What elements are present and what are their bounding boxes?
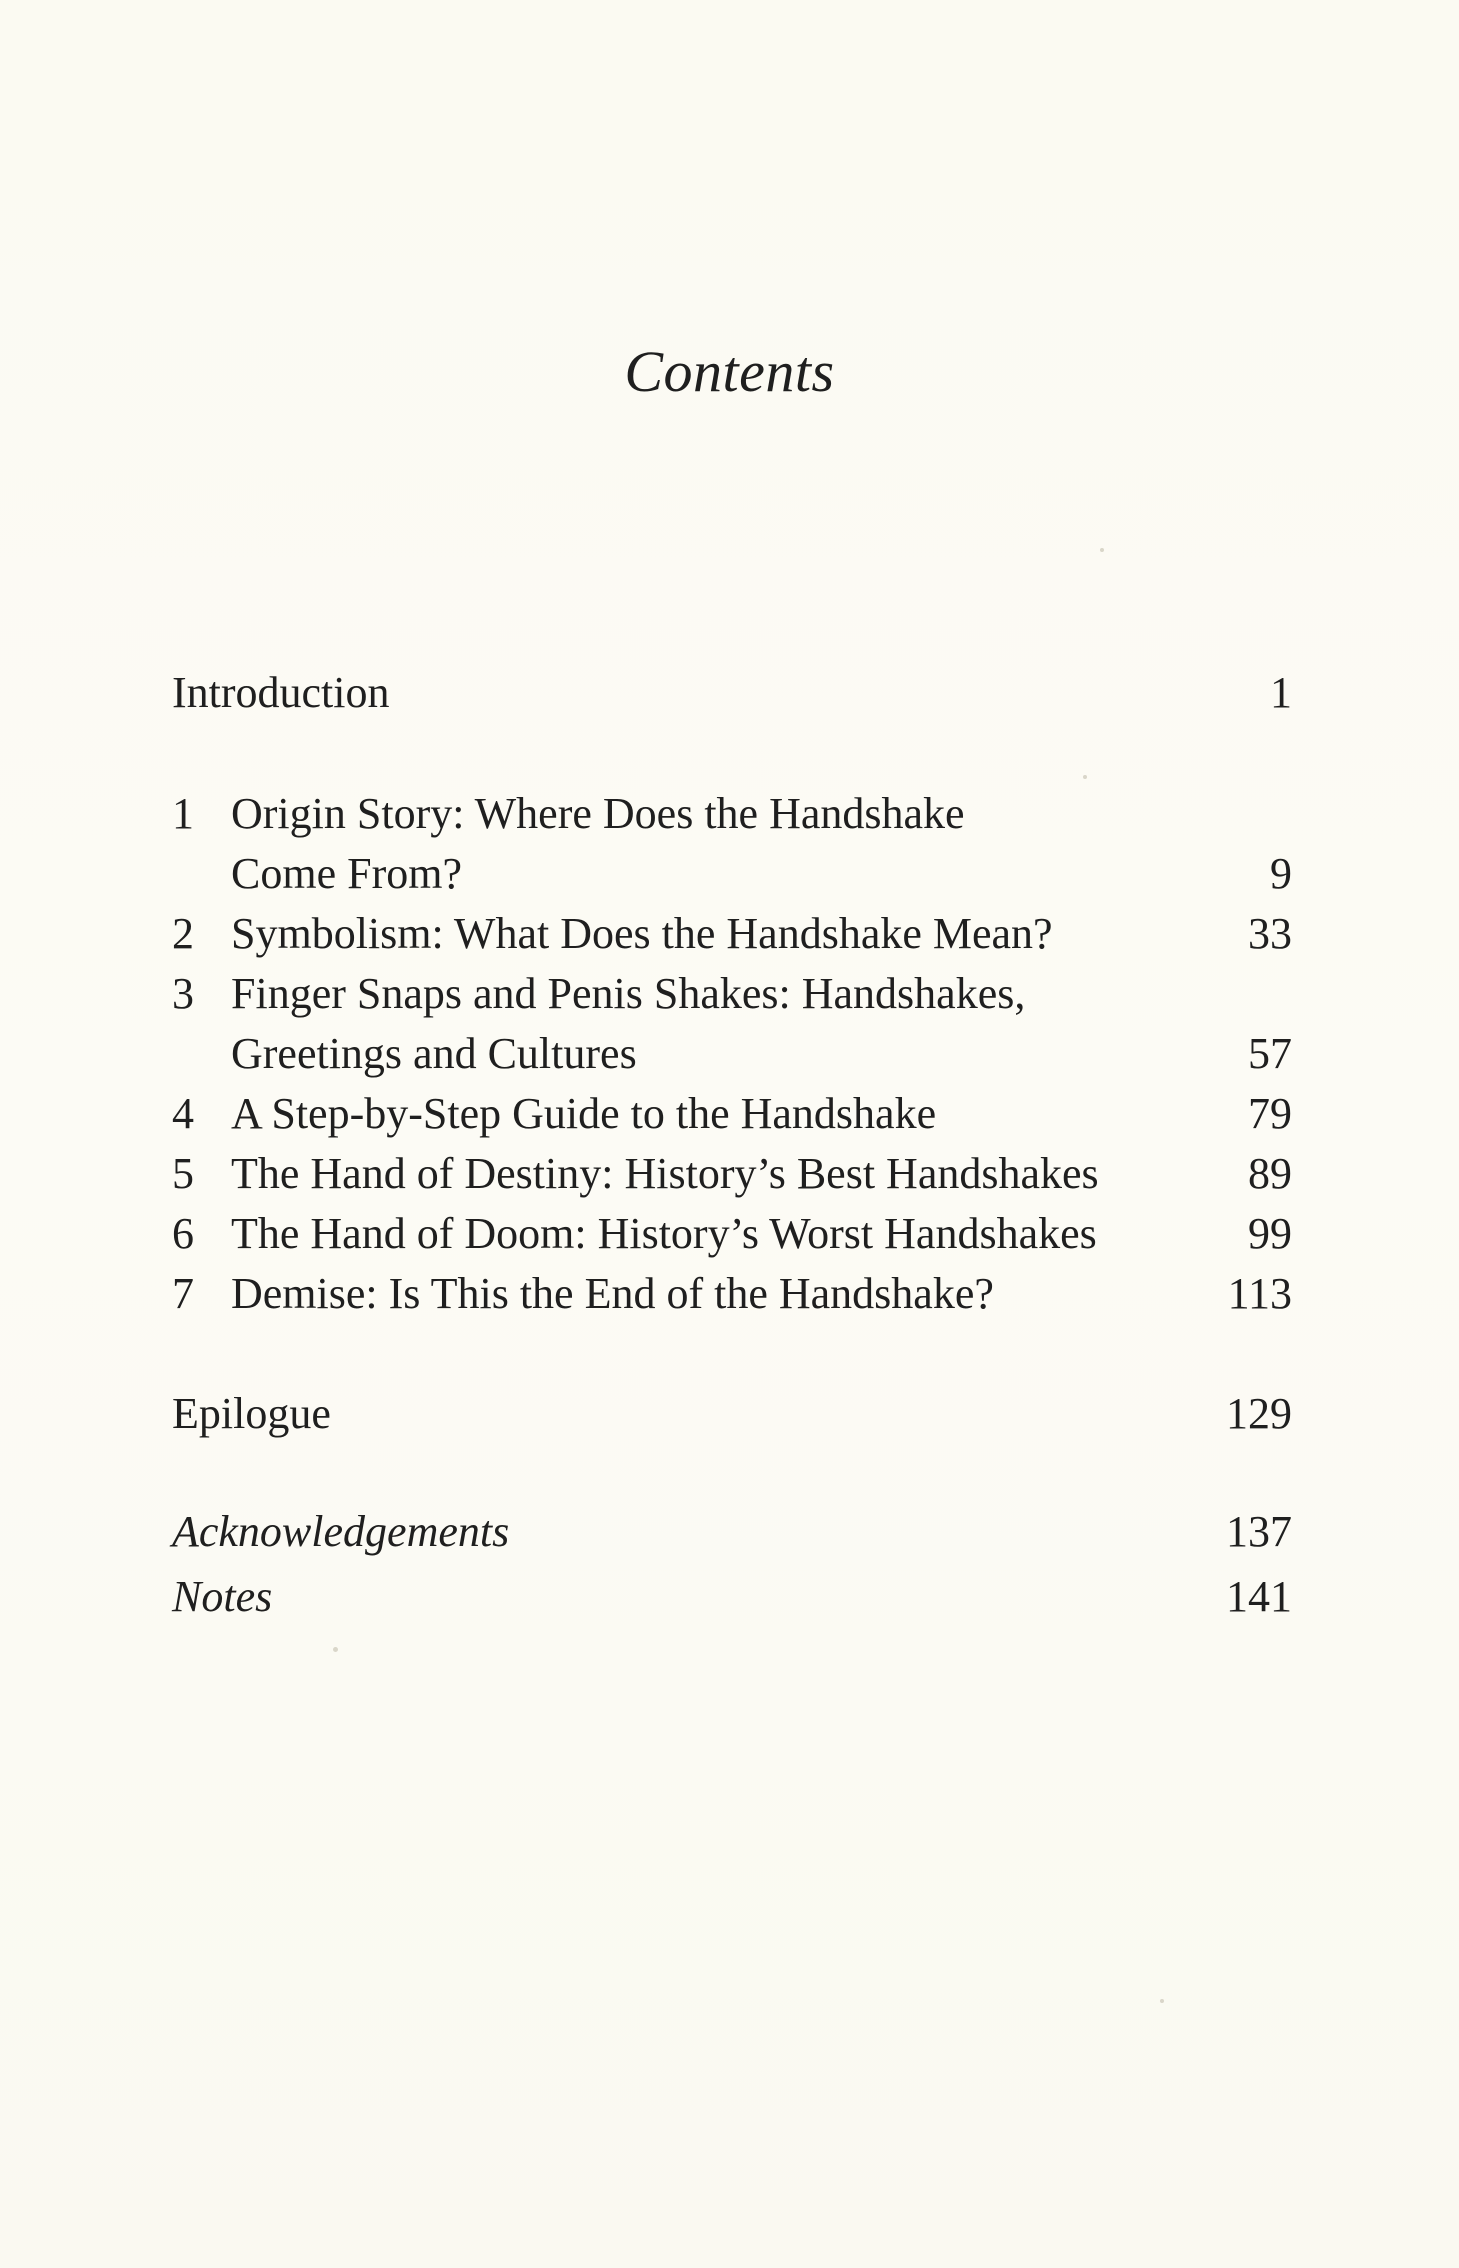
toc-entry-page: 9	[1270, 849, 1292, 898]
paper-speck	[1083, 775, 1087, 779]
toc-entry-chapter-5[interactable]	[172, 1144, 1292, 1204]
toc-entry-chapter-3[interactable]	[172, 964, 1292, 1024]
toc-entry-page: 99	[1248, 1209, 1292, 1258]
toc-entry-chapter-7[interactable]	[172, 1264, 1292, 1324]
toc-entry-notes[interactable]	[172, 1567, 1292, 1627]
toc-entry-label: Finger Snaps and Penis Shakes: Handshakes,	[231, 969, 1026, 1018]
toc-entry-page: 57	[1248, 1029, 1292, 1078]
toc-entry-chapter-3-continued[interactable]	[172, 1024, 1292, 1084]
toc-entry-label: The Hand of Doom: History’s Worst Handshakes	[231, 1209, 1097, 1258]
toc-entry-label: Introduction	[172, 668, 390, 717]
toc-entry-chapter-1[interactable]	[172, 784, 1292, 844]
paper-speck	[1100, 548, 1104, 552]
toc-entry-label: A Step-by-Step Guide to the Handshake	[231, 1089, 937, 1138]
toc-entry-label: Acknowledgements	[172, 1507, 510, 1556]
toc-entry-epilogue[interactable]	[172, 1384, 1292, 1444]
toc-entry-page: 1	[1270, 668, 1292, 717]
chapter-number: 4	[172, 1089, 194, 1138]
toc-entry-chapter-1-continued[interactable]	[172, 844, 1292, 904]
toc-entry-page: 33	[1248, 909, 1292, 958]
toc-entry-label: Origin Story: Where Does the Handshake	[231, 789, 965, 838]
toc-entry-page: 141	[1226, 1572, 1292, 1621]
toc-entry-introduction[interactable]	[172, 663, 1292, 723]
toc-entry-chapter-2[interactable]	[172, 904, 1292, 964]
paper-speck	[333, 1647, 338, 1652]
toc-entry-label: Come From?	[231, 849, 462, 898]
chapter-number: 1	[172, 789, 194, 838]
toc-entry-page: 79	[1248, 1089, 1292, 1138]
paper-speck	[1160, 1999, 1164, 2003]
chapter-number: 2	[172, 909, 194, 958]
contents-heading: Contents	[624, 339, 835, 404]
chapter-number: 5	[172, 1149, 194, 1198]
chapter-number: 7	[172, 1269, 194, 1318]
toc-entry-page: 89	[1248, 1149, 1292, 1198]
chapter-number: 6	[172, 1209, 194, 1258]
toc-entry-label: The Hand of Destiny: History’s Best Handshakes	[231, 1149, 1099, 1198]
toc-entry-label: Demise: Is This the End of the Handshake?	[231, 1269, 994, 1318]
toc-entry-label: Epilogue	[172, 1389, 331, 1438]
toc-entry-label: Notes	[172, 1572, 273, 1621]
toc-entry-page: 113	[1227, 1269, 1292, 1318]
chapter-number: 3	[172, 969, 194, 1018]
toc-entry-page: 137	[1226, 1507, 1292, 1556]
toc-entry-acknowledgements[interactable]	[172, 1502, 1292, 1562]
toc-entry-label: Symbolism: What Does the Handshake Mean?	[231, 909, 1053, 958]
toc-entry-chapter-6[interactable]	[172, 1204, 1292, 1264]
toc-entry-label: Greetings and Cultures	[231, 1029, 637, 1078]
toc-entry-page: 129	[1226, 1389, 1292, 1438]
toc-entry-chapter-4[interactable]	[172, 1084, 1292, 1144]
